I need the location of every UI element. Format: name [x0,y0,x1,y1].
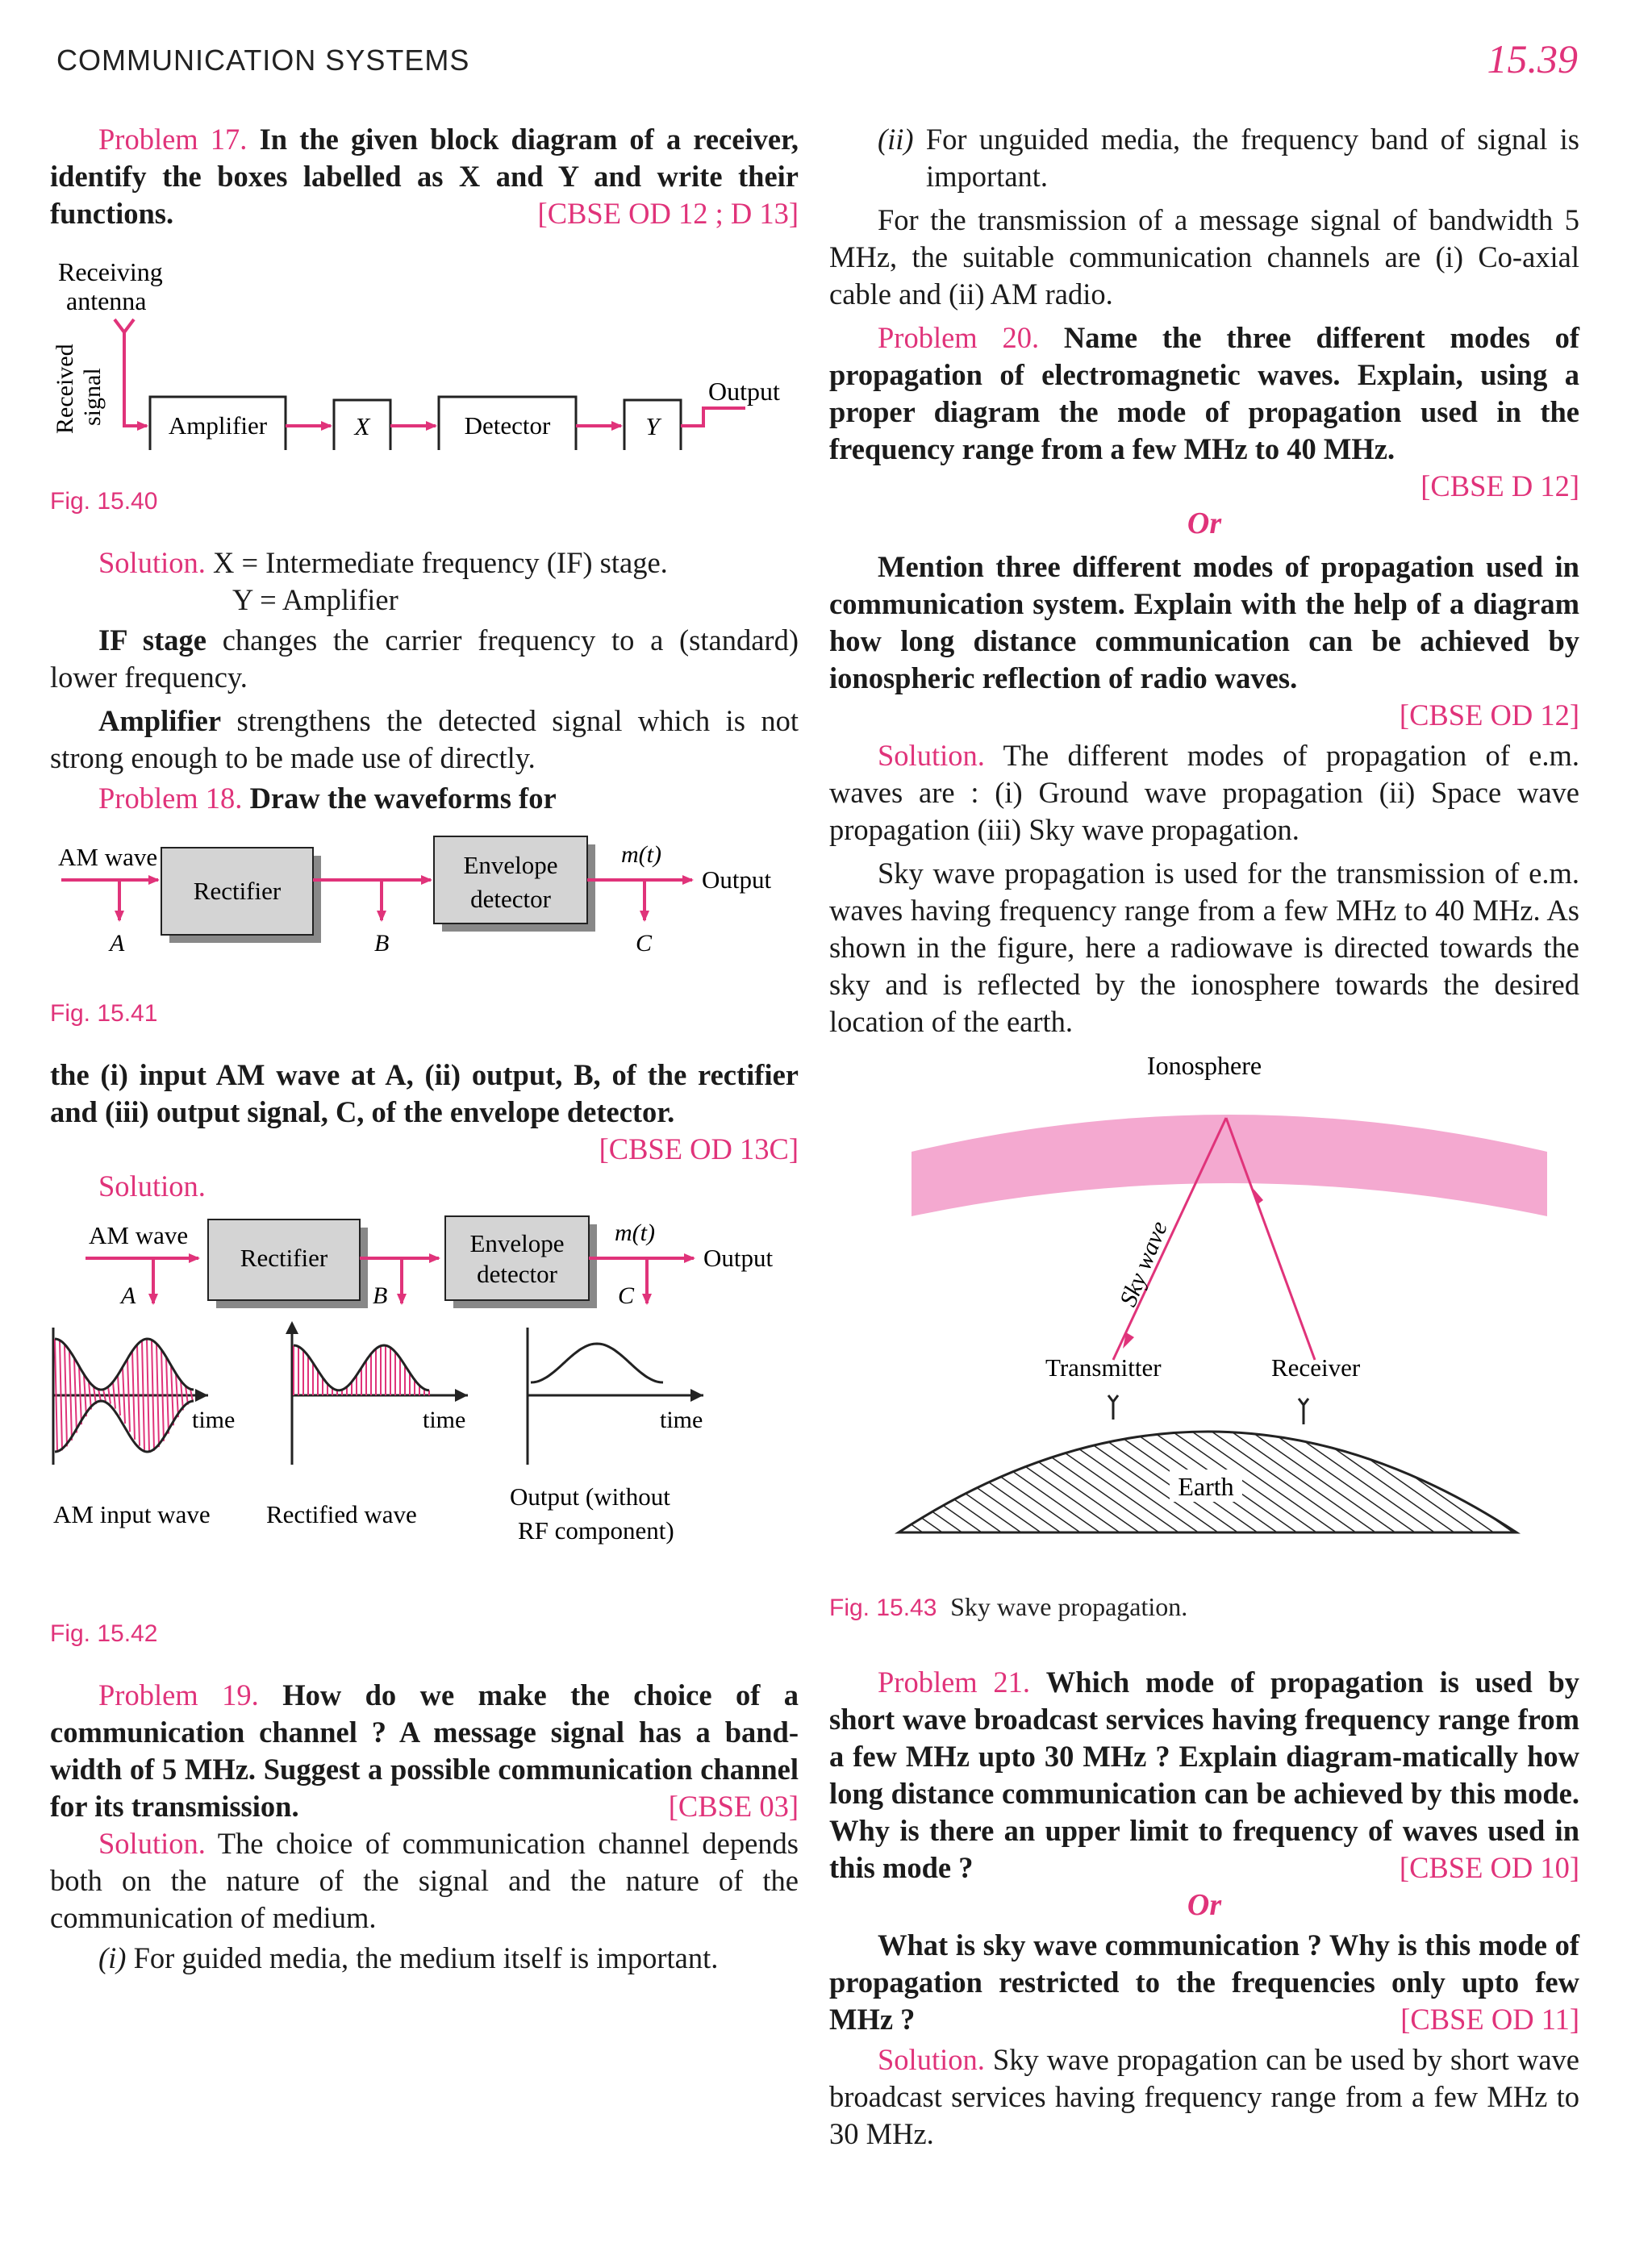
received-signal-label: Received [52,344,78,434]
source-tag: [CBSE OD 13C] [599,1132,799,1165]
svg-text:Envelope: Envelope [469,1229,565,1257]
fig-15-40-caption: Fig. 15.40 [50,488,158,515]
problem-text: Draw the waveforms for [249,782,557,815]
problem-text: In the given block diagram of a receiver, identify the boxes labelled as X and Y and write their functions. [50,123,799,230]
sky-wave-label: Sky wave [1114,1217,1173,1311]
wave-caption-am-input: AM input wave [53,1500,211,1528]
amplifier-text: strengthens the detected signal which is not strong enough to be made use of directly. [50,704,799,774]
received-signal-label-2: signal [79,368,106,426]
caption-number: Fig. 15.43 [829,1595,937,1621]
am-wave-label: AM wave [58,843,158,871]
or-separator: Or [1187,1888,1222,1922]
item-number: (i) [98,1941,127,1974]
solution-label: Solution. [98,1169,206,1203]
problem-text: Name the three different modes of propagation of electromagnetic waves. Explain, using a proper diagram the mode of propagation used in the frequency range from a few MHz to 40 MHz. [829,321,1580,465]
source-tag: [CBSE 03] [668,1790,799,1823]
problem-18 [50,780,799,817]
am-wave-label: AM wave [89,1221,189,1249]
svg-text:Envelope: Envelope [463,851,558,879]
if-stage-text: changes the carrier frequency to a (standard) lower frequency. [50,623,799,694]
solution-label: Solution. [878,739,985,772]
point-c-label: C [618,1282,635,1309]
problem-21 [829,1664,1579,1887]
solution-17 [50,544,799,582]
svg-text:X: X [354,412,370,440]
transmitter-antenna-icon [1108,1395,1118,1420]
transmitter-label: Transmitter [1045,1353,1162,1382]
problem-17 [50,121,799,232]
point-a-label: A [121,1282,136,1309]
point-b-label: B [373,1282,388,1309]
solution-18 [50,1168,799,1205]
list-item-guided [98,1940,799,1977]
left-column [50,121,799,1977]
solution-y: Y = Amplifier [232,583,398,616]
item-text: For guided media, the medium itself is important. [133,1941,719,1974]
svg-text:Detector: Detector [464,411,551,440]
point-a-label: A [110,930,125,957]
solution-20 [829,737,1579,848]
problem-20-alternative: Mention three different modes of propagation used in communication system. Explain with the help of a diagram how long distance communication can be achieved by ionospheric reflection of radio waves. [829,550,1579,694]
svg-text:detector: detector [477,1260,557,1288]
block-amplifier [150,397,286,450]
fig-15-43-caption [829,1588,1579,1627]
bandwidth-para: For the transmission of a message signal of bandwidth 5 MHz, the suitable communication channels are (i) Co-axial cable and (ii) AM radio. [829,203,1579,311]
output-label: Output [702,865,772,894]
receiving-antenna-label: Receiving [58,257,163,286]
source-tag: [CBSE OD 10] [1399,1851,1579,1884]
problem-19 [50,1677,799,1825]
solution-text: Sky wave propagation can be used by short wave broadcast services having frequency range from a few MHz to 30 MHz. [829,2043,1580,2150]
amplifier-para [50,703,799,777]
problem-text: Which mode of propagation is used by short wave broadcast services having frequency range from a few MHz upto 30 MHz ? Explain diagram-matically how long distance communication can be achieved by this mode. Why is there an upper limit to frequency of waves used in this mode ? [829,1666,1580,1884]
block-envelope-detector [445,1216,597,1308]
fig-15-42-waveforms [50,1205,799,1600]
solution-label: Solution. [98,546,206,579]
item-text: For unguided media, the frequency band of signal is important. [925,123,1580,193]
problem-text: How do we make the choice of a communication channel ? A message signal has a band-width of 5 MHz. Suggest a possible communication channel for its transmission. [50,1678,799,1823]
fig-15-43-sky-wave-diagram [829,1040,1579,1573]
solution-20-para-2: Sky wave propagation is used for the transmission of e.m. waves having frequency range from a few MHz to 40 MHz. As shown in the figure, here a radiowave is directed towards the sky and is reflected by the ionosphere towards the desired location of the earth. [829,857,1579,1038]
am-input-waveform [53,1328,235,1465]
rectified-waveform [286,1321,468,1465]
amplifier-term: Amplifier [98,704,222,737]
solution-text: The different modes of propagation of e.m. waves are : (i) Ground wave propagation (ii) Space wave propagation (iii) Sky wave propagation. [829,739,1579,846]
problem-label: Problem 18. [98,782,243,815]
list-item-unguided [878,121,1579,195]
receiving-antenna-label-2: antenna [66,286,147,315]
mt-label: m(t) [615,1219,655,1246]
if-stage-term: IF stage [98,623,206,657]
page-number: 15.39 [1487,36,1578,81]
receiver-label: Receiver [1271,1353,1361,1382]
source-tag: [CBSE OD 12 ; D 13] [537,197,799,230]
receiver-antenna-icon [1299,1399,1308,1424]
time-axis-label: time [660,1407,703,1433]
point-c-label: C [636,930,653,957]
item-number: (ii) [878,123,914,156]
problem-18-continued: the (i) input AM wave at A, (ii) output, B, of the rectifier and (iii) output signal, C, of the envelope detector. [50,1058,799,1128]
wave-caption-output-1: Output (without [510,1482,670,1511]
running-header-title: COMMUNICATION SYSTEMS [56,44,470,77]
solution-label: Solution. [878,2043,985,2076]
output-label: Output [703,1244,774,1272]
fig-15-42-caption: Fig. 15.42 [50,1620,158,1647]
source-tag: [CBSE OD 11] [1400,2003,1579,2036]
source-tag: [CBSE D 12] [1420,469,1579,502]
problem-label: Problem 21. [878,1666,1031,1699]
block-rectifier [208,1219,368,1308]
solution-19 [50,1825,799,1937]
ionosphere-label: Ionosphere [1146,1051,1262,1080]
svg-text:Amplifier: Amplifier [168,411,268,440]
time-axis-label: time [192,1407,236,1433]
problem-label: Problem 17. [98,123,248,156]
problem-label: Problem 20. [878,321,1040,354]
wave-caption-rectified: Rectified wave [266,1500,417,1528]
if-stage-para [50,622,799,696]
block-rectifier [161,848,321,943]
problem-21-alternative: What is sky wave communication ? Why is this mode of propagation restricted to the frequencies only upto few MHz ? [829,1928,1579,2036]
svg-text:Rectifier: Rectifier [240,1244,328,1272]
antenna-icon [115,319,147,426]
problem-label: Problem 19. [98,1678,259,1711]
solution-x: X = Intermediate frequency (IF) stage. [212,546,668,579]
caption-text: Sky wave propagation. [950,1592,1188,1621]
wave-caption-output-2: RF component) [518,1516,674,1545]
block-detector [439,397,576,450]
svg-text:detector: detector [470,885,551,913]
output-waveform [528,1328,703,1465]
svg-text:Y: Y [645,412,660,440]
solution-label: Solution. [98,1827,206,1860]
solution-21 [829,2041,1579,2153]
fig-15-41-caption: Fig. 15.41 [50,1000,158,1027]
fig-15-40-receiver-diagram [50,232,799,450]
problem-20 [829,319,1579,468]
svg-text:Rectifier: Rectifier [193,877,282,905]
block-envelope-detector [434,836,595,932]
block-y [624,400,681,450]
time-axis-label: time [423,1407,466,1433]
source-tag: [CBSE OD 12] [1399,698,1579,732]
output-label: Output [708,377,780,406]
or-separator: Or [1187,507,1222,540]
block-x [334,400,390,450]
right-column [829,121,1579,2153]
mt-label: m(t) [621,841,661,868]
fig-15-41-block-diagram [50,817,799,970]
solution-text: The choice of communication channel depends both on the nature of the signal and the nature of the communication of medium. [50,1827,799,1934]
point-b-label: B [374,930,390,957]
earth-label: Earth [1178,1472,1234,1501]
